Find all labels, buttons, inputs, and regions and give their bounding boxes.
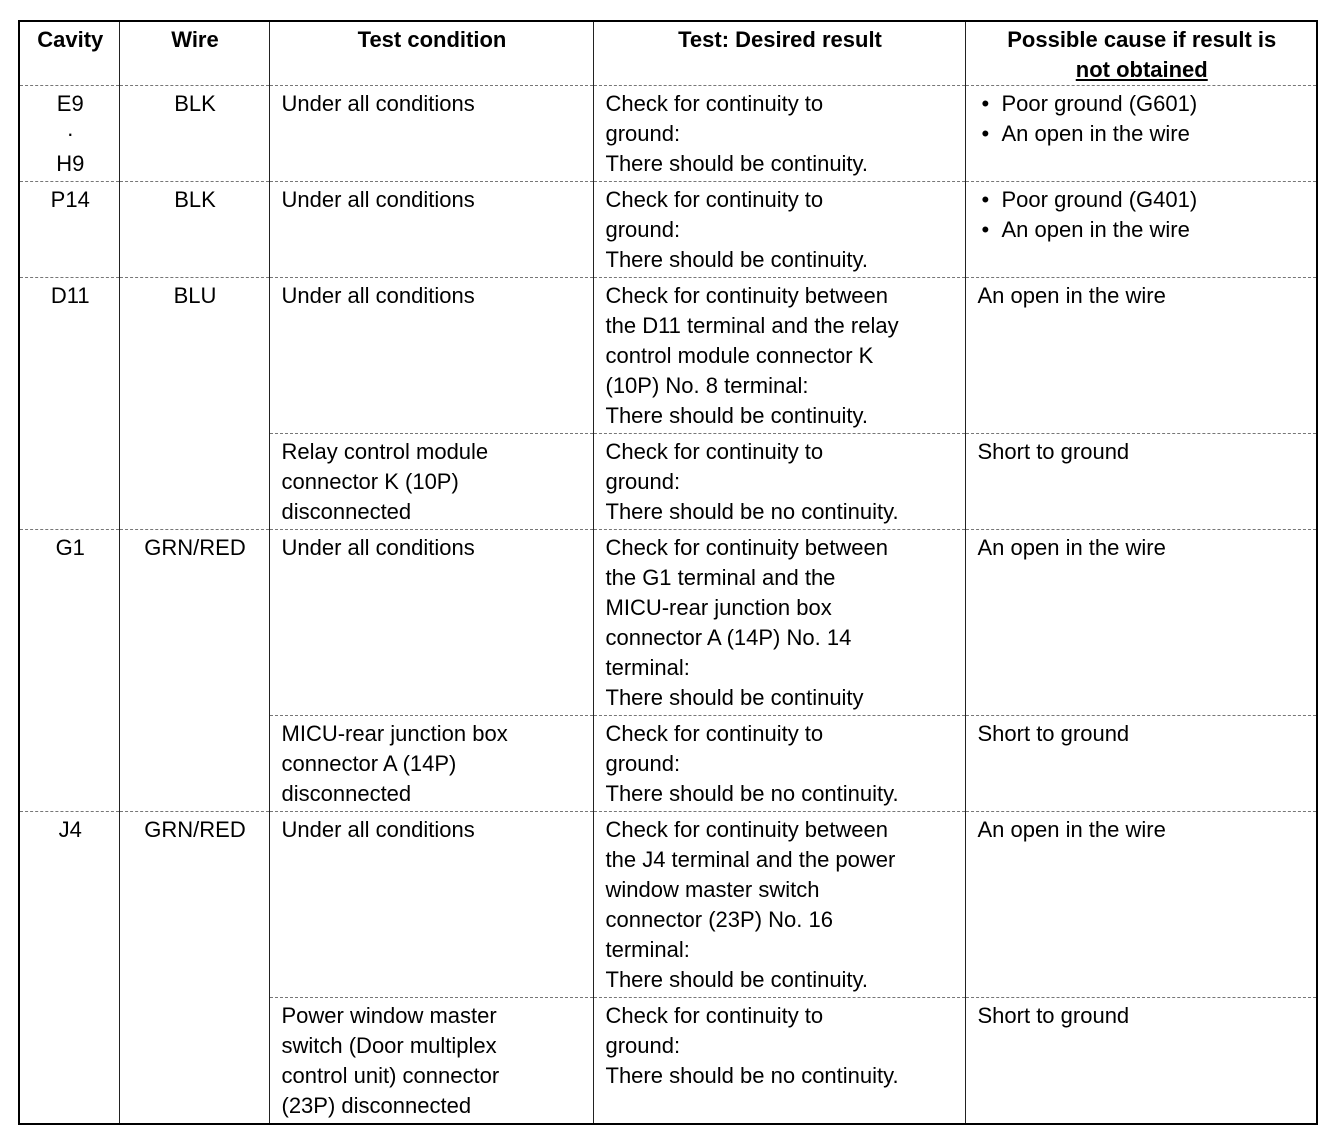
condition-line: disconnected	[281, 781, 412, 806]
wire-cell: BLU	[119, 278, 269, 530]
result-line: terminal:	[605, 655, 690, 680]
test-condition-cell: Under all conditions	[269, 86, 593, 182]
cavity-label: H9	[56, 151, 85, 176]
table-row	[19, 812, 1317, 998]
result-line: There should be continuity.	[605, 967, 869, 992]
test-condition-cell	[269, 716, 593, 812]
result-line: the D11 terminal and the relay	[605, 313, 899, 338]
condition-line: connector K (10P)	[281, 469, 459, 494]
desired-result-cell	[593, 716, 965, 812]
cavity-cell	[19, 86, 119, 182]
desired-result-cell	[593, 998, 965, 1125]
cavity-label: E9	[56, 91, 84, 116]
desired-result-cell	[593, 812, 965, 998]
result-line: There should be continuity.	[605, 403, 869, 428]
header-possible-cause-line2: not obtained	[1075, 57, 1208, 82]
result-line: Check for continuity between	[605, 817, 888, 842]
test-condition-cell: Under all conditions	[269, 278, 593, 434]
header-cavity: Cavity	[19, 21, 119, 86]
cause-item: • An open in the wire	[978, 215, 1307, 245]
header-desired-result: Test: Desired result	[593, 21, 965, 86]
result-line: There should be no continuity.	[605, 1063, 899, 1088]
cause-item: • An open in the wire	[978, 119, 1307, 149]
result-line: connector (23P) No. 16	[605, 907, 833, 932]
header-possible-cause-line1: Possible cause if result is	[1007, 27, 1277, 52]
result-line: ground:	[605, 751, 681, 776]
cause-list	[978, 89, 1307, 149]
result-line: There should be continuity	[605, 685, 864, 710]
result-line: Check for continuity to	[605, 439, 824, 464]
desired-result-cell	[593, 278, 965, 434]
result-line: There should be no continuity.	[605, 781, 899, 806]
result-line: connector A (14P) No. 14	[605, 625, 852, 650]
test-condition-cell	[269, 434, 593, 530]
table-row	[19, 278, 1317, 434]
cause-list	[978, 185, 1307, 245]
possible-cause-cell: Short to ground	[965, 716, 1317, 812]
cause-item: • Poor ground (G401)	[978, 185, 1307, 215]
possible-cause-cell: Short to ground	[965, 434, 1317, 530]
cavity-cell: J4	[19, 812, 119, 1125]
header-row	[19, 21, 1317, 86]
wire-cell: GRN/RED	[119, 530, 269, 812]
wire-cell: BLK	[119, 86, 269, 182]
wire-cell: GRN/RED	[119, 812, 269, 1125]
table-row	[19, 530, 1317, 716]
wire-cell: BLK	[119, 182, 269, 278]
result-line: MICU-rear junction box	[605, 595, 832, 620]
header-test-condition: Test condition	[269, 21, 593, 86]
header-possible-cause	[965, 21, 1317, 86]
result-line: Check for continuity between	[605, 535, 888, 560]
result-line: Check for continuity to	[605, 91, 824, 116]
condition-line: connector A (14P)	[281, 751, 457, 776]
result-line: ground:	[605, 217, 681, 242]
result-line: ground:	[605, 469, 681, 494]
result-line: (10P) No. 8 terminal:	[605, 373, 809, 398]
possible-cause-cell	[965, 182, 1317, 278]
condition-line: Relay control module	[281, 439, 489, 464]
result-line: the G1 terminal and the	[605, 565, 836, 590]
cavity-cell: G1	[19, 530, 119, 812]
desired-result-cell	[593, 434, 965, 530]
cause-item: • Poor ground (G601)	[978, 89, 1307, 119]
result-line: Check for continuity to	[605, 721, 824, 746]
test-condition-cell: Under all conditions	[269, 812, 593, 998]
desired-result-cell	[593, 86, 965, 182]
possible-cause-cell: An open in the wire	[965, 530, 1317, 716]
circuit-test-table	[18, 20, 1318, 1125]
desired-result-cell	[593, 530, 965, 716]
test-condition-cell	[269, 998, 593, 1125]
result-line: ground:	[605, 1033, 681, 1058]
header-wire: Wire	[119, 21, 269, 86]
desired-result-cell	[593, 182, 965, 278]
result-line: Check for continuity to	[605, 187, 824, 212]
condition-line: MICU-rear junction box	[281, 721, 508, 746]
table-row	[19, 182, 1317, 278]
possible-cause-cell: Short to ground	[965, 998, 1317, 1125]
result-line: There should be continuity.	[605, 151, 869, 176]
condition-line: (23P) disconnected	[281, 1093, 472, 1118]
possible-cause-cell	[965, 86, 1317, 182]
cavity-cell: D11	[19, 278, 119, 530]
result-line: control module connector K	[605, 343, 874, 368]
result-line: the J4 terminal and the power	[605, 847, 896, 872]
condition-line: switch (Door multiplex	[281, 1033, 497, 1058]
test-condition-cell: Under all conditions	[269, 182, 593, 278]
result-line: ground:	[605, 121, 681, 146]
cavity-cell: P14	[19, 182, 119, 278]
result-line: There should be no continuity.	[605, 499, 899, 524]
document-page	[18, 20, 1316, 1125]
result-line: Check for continuity between	[605, 283, 888, 308]
condition-line: Power window master	[281, 1003, 497, 1028]
possible-cause-cell: An open in the wire	[965, 278, 1317, 434]
condition-line: disconnected	[281, 499, 412, 524]
result-line: Check for continuity to	[605, 1003, 824, 1028]
table-row	[19, 86, 1317, 182]
result-line: terminal:	[605, 937, 690, 962]
test-condition-cell: Under all conditions	[269, 530, 593, 716]
result-line: There should be continuity.	[605, 247, 869, 272]
result-line: window master switch	[605, 877, 820, 902]
condition-line: control unit) connector	[281, 1063, 500, 1088]
possible-cause-cell: An open in the wire	[965, 812, 1317, 998]
cavity-label: ·	[66, 121, 74, 146]
